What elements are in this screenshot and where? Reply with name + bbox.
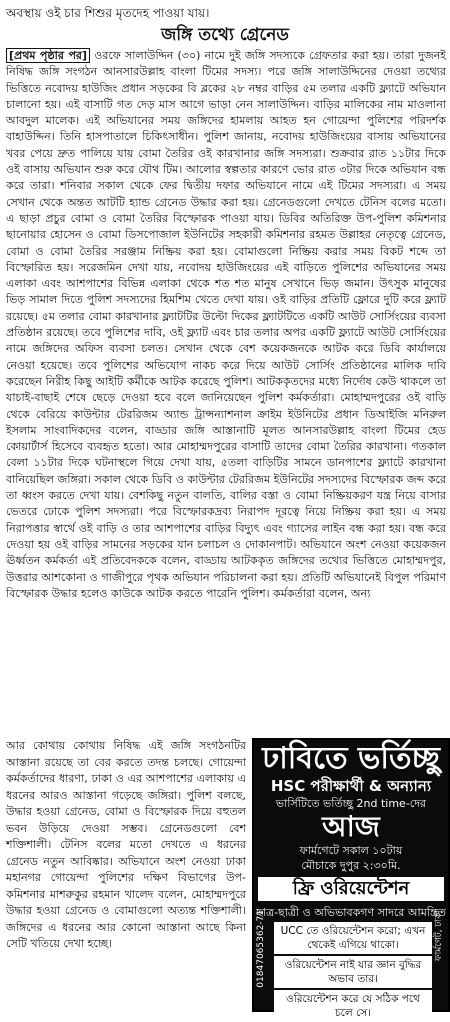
- ad-invitation: ছাত্র-ছাত্রী ও অভিভাবকগণ সাদরে আমন্ত্রিত: [256, 906, 446, 919]
- ad-time-farmgate: ফার্মগেটে সকাল ১০টায়: [299, 844, 403, 857]
- ad-slogan-1: UCC তে ওরিয়েন্টেশন করো; এখন থেকেই এগিয়ে থাকো।: [274, 922, 432, 954]
- ad-free-orientation: ফ্রি ওরিয়েন্টেশন: [258, 877, 444, 901]
- article-text: ওরফে সালাউদ্দিন (৩০) নামে দুই জঙ্গি সদস্যকে গ্রেফতার করা হয়। তারা দুজনই নিষিদ্ধ জঙ্গি সংগঠন আনসারউল্লাহ বাংলা টিমের সদস্য। পরে জঙ্গি সালাউদ্দিনের দেওয়া তথ্যের ভিত্তিতে নবোদয় হাউজিং প্রধান সড়কের বি ব্লকের ২৮ নম্বর বাড়ির ৫ম তলার একটি ফ্ল্যাটে অভিযান চালানো হয়। এই বাসাটি গত দেড় মাস আগে ভাড়া নেন সালাউদ্দিন। বাড়ির মালিকের নাম মাওলানা আবদুল মালেক। এই অভিযানের সময় জঙ্গিদের হামলায় আহত হন গোয়েন্দা পুলিশের পরিদর্শক বাহাউদ্দিন। তিনি হাসপাতালে চিকিৎসাধীন। পুলিশ জানায়, নবোদয় হাউজিংয়ের বাসায় অভিযানের খবর পেয়ে দ্রুত পালিয়ে যায় বোমা তৈরির ওই কারখানার জঙ্গি সদস্যরা। শুক্রবার রাত ১১টার দিকে ওই বাসায় অভিযান শুরু করে যৌথ টিম। আলোর স্বল্পতার কারণে ভোর রাত ৩টার দিকে অভিযান বন্ধ করে তারা। শনিবার সকাল থেকে ফের দ্বিতীয় দফার অভিযানে নামে এই টিমের সদস্যরা। এ সময় সেখান থেকে অন্তত আটটি হ্যান্ড গ্রেনেড উদ্ধার করা হয়। গ্রেনেডগুলো দেখতে টেনিস বলের মতো। এ ছাড়া প্রচুর বোমা ও বোমা তৈরির বিস্ফোরক পাওয়া যায়। ডিবির অতিরিক্ত উপ-পুলিশ কমিশনার ছানোয়ার হোসেন ও বোমা ডিসপোজাল ইউনিটের সহকারী কমিশনার রহমত উল্লাহর নেতৃত্বে গ্রেনেড, বোমা ও বোমা তৈরির সরঞ্জাম নিষ্ক্রিয় করা হয়। বোমাগুলো নিষ্ক্রিয় করার সময় বিকট শব্দে তা বিস্ফোরিত হয়। সরেজমিন দেখা যায়, নবোদয় হাউজিংয়ের এই বাড়িতে পুলিশের অভিযানের সময় এলাকা এবং আশপাশের বিভিন্ন এলাকা থেকে শত শত মানুষ সেখানে ভিড় জমান। উৎসুক মানুষের ভিড় সামাল দিতে পুলিশ সদস্যদের হিমশিম খেতে দেখা যায়। ওই বাড়ির প্রতিটি ফ্লোরে দুটি করে ফ্ল্যাট রয়েছে। ৫ম তলার বোমা কারখানার ফ্ল্যাটটির উল্টো দিকের ফ্ল্যাটটিতে একটি আউট সোর্সিংয়ের ব্যবসা প্রতিষ্ঠান রয়েছে। তবে পুলিশের দাবি, ওই ফ্ল্যাট এবং চার তলার অপর একটি ফ্ল্যাটে আউট সোর্সিংয়ের নামে জঙ্গিদের অফিস ব্যবসা চলত। সেখান থেকে বেশ কয়েকজনকে আটক করে ডিবি কার্যালয়ে নেওয়া হয়েছে। তবে পুলিশের অভিযোগ নাকচ করে দিয়ে আউট সোর্সিং প্রতিষ্ঠানের মালিক দাবি করেছেন নিরীহ কিছু আইটি কর্মীকে আটক করেছে পুলিশ। আটককৃতদের মধ্যে নির্দোষ কেউ থাকলে তা যাচাই-বাছাই শেষে ছেড়ে দেওয়া হবে বলে জানিয়েছেন পুলিশ কর্মকর্তারা। মোহাম্মদপুরের ওই বাড়ি থেকে বেরিয়ে কাউন্টার টেররিজম অ্যান্ড ট্রান্সন্যাশনাল ক্রাইম ইউনিটের প্রধান ডিআইজি মনিরুল ইসলাম সাংবাদিকদের বলেন, বাড্ডার জঙ্গি আস্তানাটি মূলত আনসারউল্লাহ বাংলা টিমের হেড কোয়ার্টার্স হিসেবে ব্যবহৃত হতো। আর মোহাম্মদপুরের বাসাটি তাদের বোমা তৈরির কারখানা। গতকাল বেলা ১১টার দিকে ঘটনাস্থলে গিয়ে দেখা যায়, ৫তলা বাড়িটির সামনে ডানপাশের ফ্ল্যাটে কারখানা বানিয়েছিল জঙ্গিরা। সকাল থেকে ডিবি ও কাউন্টার টেররিজম ইউনিটের সদস্যদের বিস্ফোরক জব্দ করে তা ধ্বংস করতে দেখা যায়। বেশকিছু নতুন বালতি, বালির বস্তা ও বোমা নিষ্ক্রিয়করণ যন্ত্র নিয়ে বাসার ভেতরে ঢোকে পুলিশ সদস্যরা। পরে বিস্ফোরকদ্রব্য নিরাপদ দূরত্বে নিয়ে নিষ্ক্রিয় করা হয়। এ সময় নিরাপত্তার স্বার্থে ওই বাড়ি ও তার আশপাশের বাড়ির বিদ্যুৎ এবং গ্যাসের লাইন বন্ধ করা হয়। বন্ধ করে দেওয়া হয় ওই বাড়ির সামনের সড়কের যান চলাচল ও দোকানপাট। অভিযানে অংশ নেওয়া কয়েকজন ঊর্ধ্বতন কর্মকর্তা এই প্রতিবেদককে বলেন, বাড্ডায় আটককৃত জঙ্গিদের তথ্যের ভিত্তিতে মোহাম্মদপুর, উত্তরার আশকোনা ও গাজীপুরে পৃথক অভিযান পরিচালনা করা হয়। প্রতিটি অভিযানেই বিপুল পরিমাণ বিস্ফোরক উদ্ধার হলেও কাউকে আটক করতে পারেনি পুলিশ। কর্মকর্তারা বলেন, অন্য: [6, 49, 446, 600]
- article-column-text: আর কোথায় কোথায় নিষিদ্ধ এই জঙ্গি সংগঠনটির আস্তানা রয়েছে তা বের করতে তদন্ত চলছে। গোয়েন্দা কর্মকর্তাদের ধারণা, ঢাকা ও এর আশপাশের এলাকায় এ ধরনের আরও আস্তানা গড়েছে জঙ্গিরা। পুলিশ বলছে, উদ্ধার হওয়া গ্রেনেড, বোমা ও বিস্ফোরক দিয়ে বহুতল ভবন উড়িয়ে দেওয়া সম্ভব। গ্রেনেডগুলো বেশ শক্তিশালী। টেনিস বলের মতো দেখতে এ ধরনের গ্রেনেড নতুন আবিষ্কার। অভিযানে অংশ নেওয়া ঢাকা মহানগর গোয়েন্দা পুলিশের দক্ষিণ বিভাগের উপ-কমিশনার মাশরুকুর রহমান খালেদ বলেন, মোহাম্মদপুরে উদ্ধার হওয়া গ্রেনেড ও বোমাগুলো অত্যন্ত শক্তিশালী। জঙ্গিদের এ ধরনের আর কোনো আস্তানা আছে কিনা সেটি খতিয়ে দেখা হচ্ছে।: [6, 739, 246, 950]
- previous-article-last-line: অবস্থায় ওই চার শিশুর মৃতদেহ পাওয়া যায়।: [6, 6, 210, 20]
- ad-phone-number: 01847065362-71: [256, 910, 266, 988]
- article-paragraph: [6, 48, 446, 602]
- article-column-continued: [6, 738, 246, 953]
- article-body: [6, 48, 446, 602]
- ad-time-mouchak: মৌচাকে দুপুর ২:৩০মি.: [301, 859, 401, 872]
- article-headline: জঙ্গি তথ্যে গ্রেনেড: [161, 25, 289, 45]
- ad-slogan-2: ওরিয়েন্টেশন নাই যার জ্ঞান বুদ্ধির অভাব তার।: [274, 956, 432, 988]
- coaching-advertisement: [252, 738, 450, 1019]
- continuation-tag: [প্রথম পৃষ্ঠার পর]: [6, 48, 90, 63]
- ad-headline: ঢাবিতে ভর্তিচ্ছু: [262, 741, 440, 776]
- ad-address: ফার্মগেট, ঢাকা: [434, 910, 444, 961]
- ad-today: আজ: [322, 810, 380, 843]
- ad-slogan-3: ওরিয়েন্টেশন করে যে সঠিক পথে চলে সে।: [274, 990, 432, 1022]
- ad-second-time-line: ভার্সিটিতে ভর্তিচ্ছু 2nd time-দের: [275, 797, 427, 810]
- ad-subheadline: HSC পরীক্ষার্থী & অন্যান্য: [270, 777, 432, 795]
